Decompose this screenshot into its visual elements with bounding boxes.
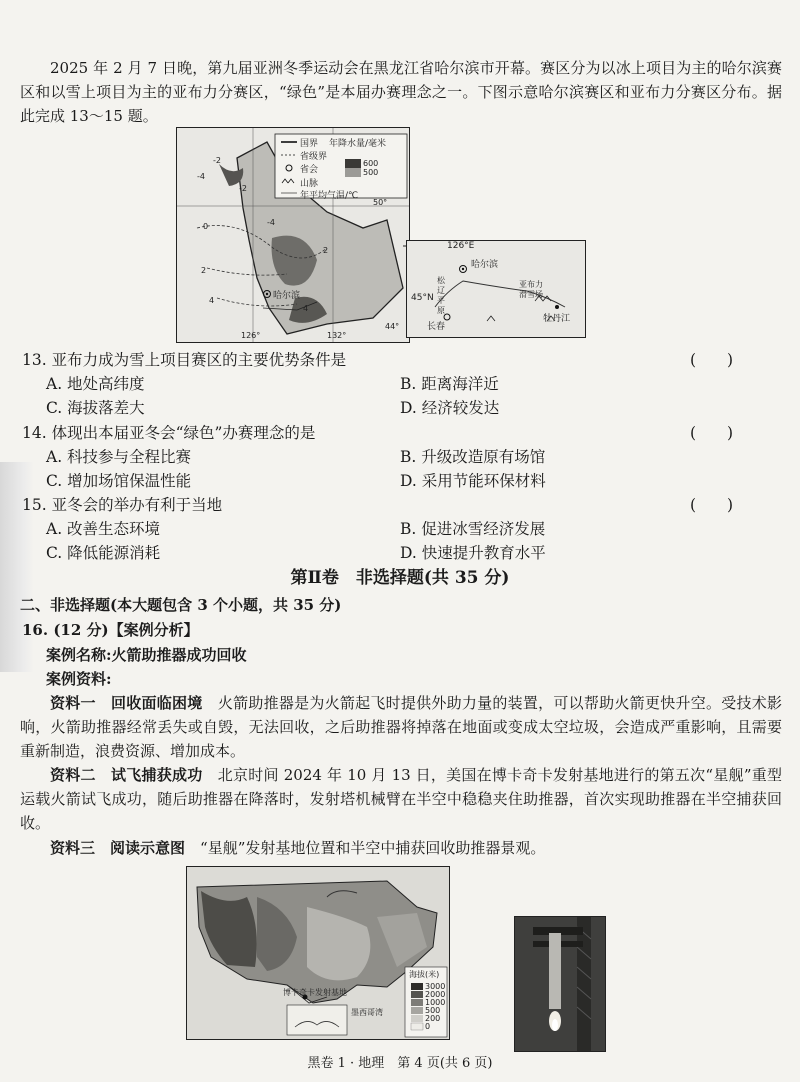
answer-bracket-14[interactable]: ( ): [690, 424, 734, 442]
option-13-a: A. 地处高纬度: [46, 375, 145, 393]
heilongjiang-map: [176, 127, 410, 343]
option-15-c: C. 降低能源消耗: [46, 544, 161, 562]
option-13-b: B. 距离海洋近: [400, 375, 499, 393]
legend-mountain: 山脉: [300, 179, 319, 189]
legend-elevation-title: 海拔(米): [409, 970, 440, 979]
inset-map: [406, 240, 586, 338]
material-3-title: 资料三 阅读示意图: [50, 839, 186, 857]
option-15-b: B. 促进冰雪经济发展: [400, 520, 546, 538]
legend-elevation-value: 1000: [425, 998, 446, 1007]
material-2-title: 资料二 试飞捕获成功: [50, 766, 203, 784]
legend-elevation-value: 3000: [425, 982, 446, 991]
option-14-d: D. 采用节能环保材料: [400, 472, 546, 490]
launch-base-label: 博卡奇卡发射基地: [283, 988, 347, 997]
material-2: [20, 763, 782, 835]
inset-harbin: 哈尔滨: [471, 260, 499, 270]
latitude-50: 50°: [373, 198, 388, 207]
option-15-d: D. 快速提升教育水平: [400, 544, 546, 562]
material-3: [20, 836, 782, 860]
isotherm-label: 4: [209, 296, 215, 305]
legend-temp: 年平均气温/℃: [300, 191, 359, 201]
material-1-text: 火箭助推器是为火箭起飞时提供外助力量的装置，可以帮助火箭更快升空。受技术影响，火箭助推器经常丢失或自毁，无法回收，之后助推器将掉落在地面或变成太空垃圾，会造成严重影响，且需要重新制造，浪费资源、增加成本。: [20, 694, 782, 760]
isotherm-label: -2: [239, 184, 247, 193]
usa-relief-map: [186, 866, 450, 1040]
material-3-text: “星舰”发射基地位置和半空中捕获回收助推器景观。: [200, 839, 546, 857]
option-13-c: C. 海拔落差大: [46, 399, 145, 417]
legend-600: 600: [363, 159, 379, 168]
inset-plain-4: 原: [437, 306, 445, 315]
legend-boundary: 国界: [300, 139, 319, 149]
legend-province: 省级界: [300, 152, 328, 162]
legend-500: 500: [363, 168, 379, 177]
inset-latitude: 45°N: [411, 293, 434, 303]
booster-capture-photo: [514, 916, 606, 1052]
isotherm-label: 0: [203, 222, 209, 231]
booster-capture-graphic: [515, 917, 605, 1051]
inset-yabuli-1: 亚布力: [519, 280, 543, 289]
isotherm-label: 4: [303, 304, 309, 313]
case-name: 案例名称:火箭助推器成功回收: [46, 646, 247, 664]
inset-changchun: 长春: [427, 322, 446, 332]
legend-capital: 省会: [300, 165, 319, 175]
inset-yabuli-2: 滑雪场: [519, 290, 543, 299]
longitude-132: 132°: [327, 331, 347, 340]
material-1-title: 资料一 回收面临困境: [50, 694, 203, 712]
question-16-label: 16. (12 分)【案例分析】: [22, 621, 199, 639]
page-footer: 黑卷 1 · 地理 第 4 页(共 6 页): [307, 1056, 493, 1071]
intro-paragraph: 2025 年 2 月 7 日晚，第九届亚洲冬季运动会在黑龙江省哈尔滨市开幕。赛区分为以冰上项目为主的哈尔滨赛区和以雪上项目为主的亚布力分赛区，“绿色”是本届办赛理念之一。下图示意哈尔滨赛区和亚布力分赛区分布。据此完成 13～15 题。: [20, 59, 782, 125]
section-heading: 二、非选择题(本大题包含 3 个小题，共 35 分): [20, 596, 342, 614]
answer-bracket-15[interactable]: ( ): [690, 496, 734, 514]
inset-plain-1: 松: [437, 276, 445, 285]
inset-plain-3: 平: [437, 296, 445, 305]
question-13-stem: 13. 亚布力成为雪上项目赛区的主要优势条件是: [22, 351, 347, 369]
isotherm-label: -2: [213, 156, 221, 165]
gulf-label: 墨西哥湾: [351, 1008, 383, 1017]
material-1: [20, 691, 782, 763]
option-14-a: A. 科技参与全程比赛: [46, 448, 192, 466]
isotherm-label: 2: [201, 266, 207, 275]
legend-precip: 年降水量/毫米: [329, 139, 387, 149]
legend-elevation-value: 200: [425, 1014, 441, 1023]
legend-elevation-value: 0: [425, 1022, 431, 1031]
case-material-heading: 案例资料:: [46, 670, 112, 688]
isotherm-label: -4: [267, 218, 275, 227]
inset-longitude: 126°E: [447, 241, 475, 251]
inset-mudanjiang: 牡丹江: [543, 314, 571, 324]
question-15-stem: 15. 亚冬会的举办有利于当地: [22, 496, 223, 514]
option-14-c: C. 增加场馆保温性能: [46, 472, 192, 490]
inset-plain-2: 辽: [437, 286, 445, 295]
material-2-text: 北京时间 2024 年 10 月 13 日，美国在博卡奇卡发射基地进行的第五次“星舰”重型运载火箭试飞成功，随后助推器在降落时，发射塔机械臂在半空中稳稳夹住助推器，首次实现助推器在半空捕获回收。: [20, 766, 782, 832]
latitude-44: 44°: [385, 322, 400, 331]
legend-elevation-value: 2000: [425, 990, 446, 999]
option-15-a: A. 改善生态环境: [46, 520, 161, 538]
longitude-126: 126°: [241, 331, 261, 340]
answer-bracket-13[interactable]: ( ): [690, 351, 734, 369]
section-title: 第Ⅱ卷 非选择题(共 35 分): [290, 568, 510, 588]
option-13-d: D. 经济较发达: [400, 399, 500, 417]
isotherm-label: 2: [323, 246, 329, 255]
city-harbin: 哈尔滨: [273, 291, 301, 301]
usa-relief-graphic: [187, 867, 449, 1039]
option-14-b: B. 升级改造原有场馆: [400, 448, 546, 466]
question-14-stem: 14. 体现出本届亚冬会“绿色”办赛理念的是: [22, 424, 316, 442]
isotherm-label: -4: [197, 172, 205, 181]
legend-elevation-value: 500: [425, 1006, 441, 1015]
